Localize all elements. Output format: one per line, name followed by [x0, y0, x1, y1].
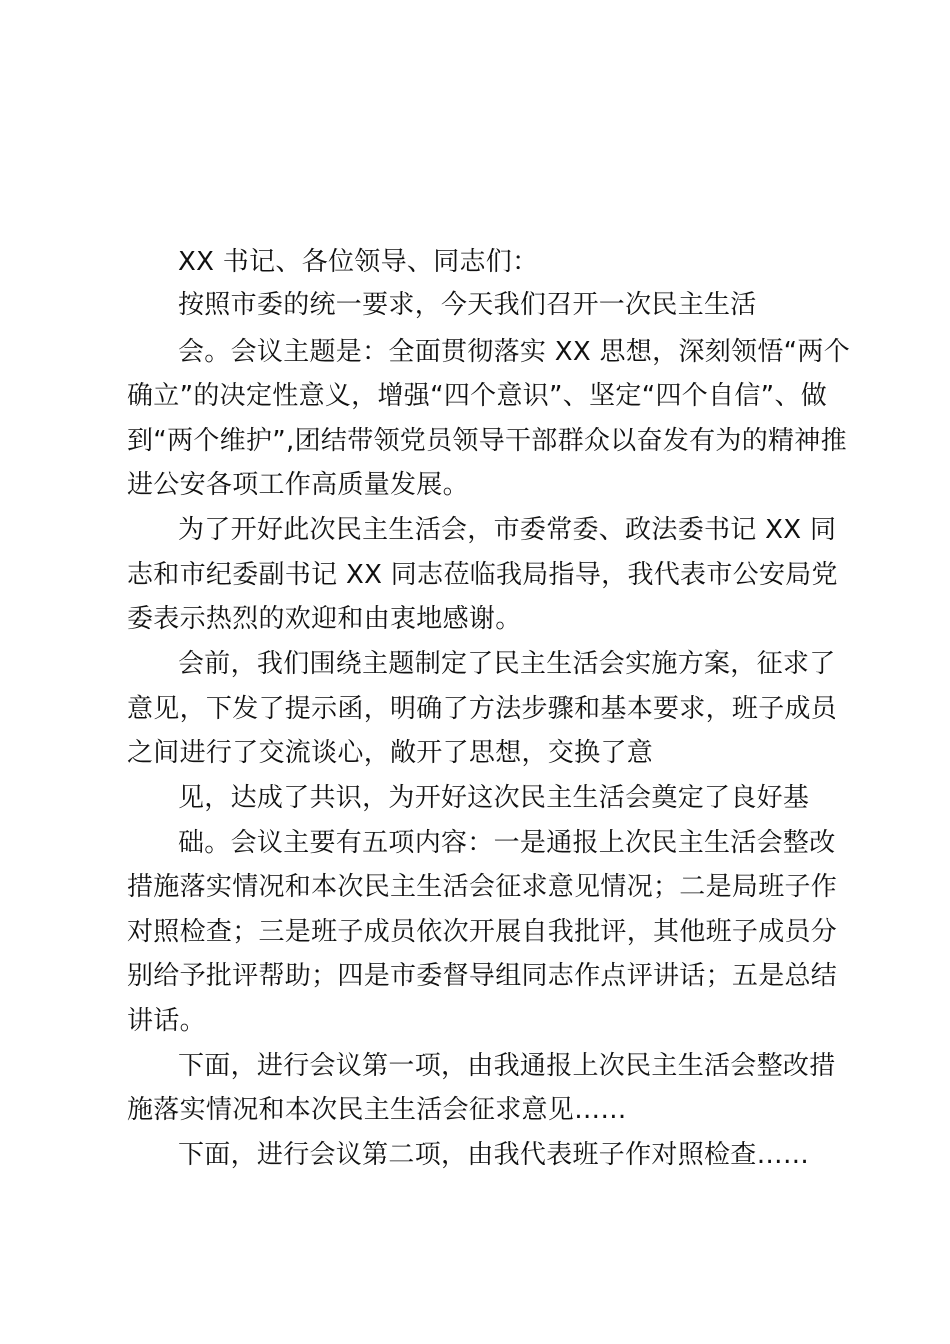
paragraph-line: 会。会议主题是：全面贯彻落实 XX 思想，深刻领悟“两个 — [178, 337, 851, 367]
paragraph-line: 下面，进行会议第二项，由我代表班子作对照检查…… — [178, 1140, 810, 1170]
paragraph-line: 见，达成了共识，为开好这次民主生活会奠定了良好基 — [178, 783, 810, 813]
paragraph-line: 为了开好此次民主生活会，市委常委、政法委书记 XX 同 — [178, 515, 837, 545]
paragraph-line: 按照市委的统一要求，今天我们召开一次民主生活 — [178, 290, 757, 320]
paragraph-line: 会前，我们围绕主题制定了民主生活会实施方案，征求了 — [178, 649, 836, 679]
paragraph-line: 到“两个维护”,团结带领党员领导干部群众以奋发有为的精神推 — [127, 426, 847, 456]
paragraph-line: 意见，下发了提示函，明确了方法步骤和基本要求，班子成员 — [127, 694, 838, 724]
paragraph-line: 础。会议主要有五项内容：一是通报上次民主生活会整改 — [178, 828, 836, 858]
paragraph-line: 讲话。 — [127, 1006, 206, 1036]
salutation-line: XX 书记、各位领导、同志们： — [178, 247, 539, 277]
paragraph-line: 确立”的决定性意义，增强“四个意识”、坚定“四个自信”、做 — [127, 381, 828, 411]
paragraph-line: 对照检查；三是班子成员依次开展自我批评，其他班子成员分 — [127, 917, 838, 947]
paragraph-line: 志和市纪委副书记 XX 同志莅临我局指导，我代表市公安局党 — [127, 560, 838, 590]
paragraph-line: 下面，进行会议第一项，由我通报上次民主生活会整改措 — [178, 1051, 836, 1081]
paragraph-line: 措施落实情况和本次民主生活会征求意见情况；二是局班子作 — [127, 872, 838, 902]
paragraph-line: 施落实情况和本次民主生活会征求意见…… — [127, 1095, 627, 1125]
paragraph-line: 委表示热烈的欢迎和由衷地感谢。 — [127, 604, 522, 634]
paragraph-line: 别给予批评帮助；四是市委督导组同志作点评讲话；五是总结 — [127, 961, 838, 991]
paragraph-line: 进公安各项工作高质量发展。 — [127, 470, 469, 500]
paragraph-line: 之间进行了交流谈心，敞开了思想，交换了意 — [127, 738, 654, 768]
